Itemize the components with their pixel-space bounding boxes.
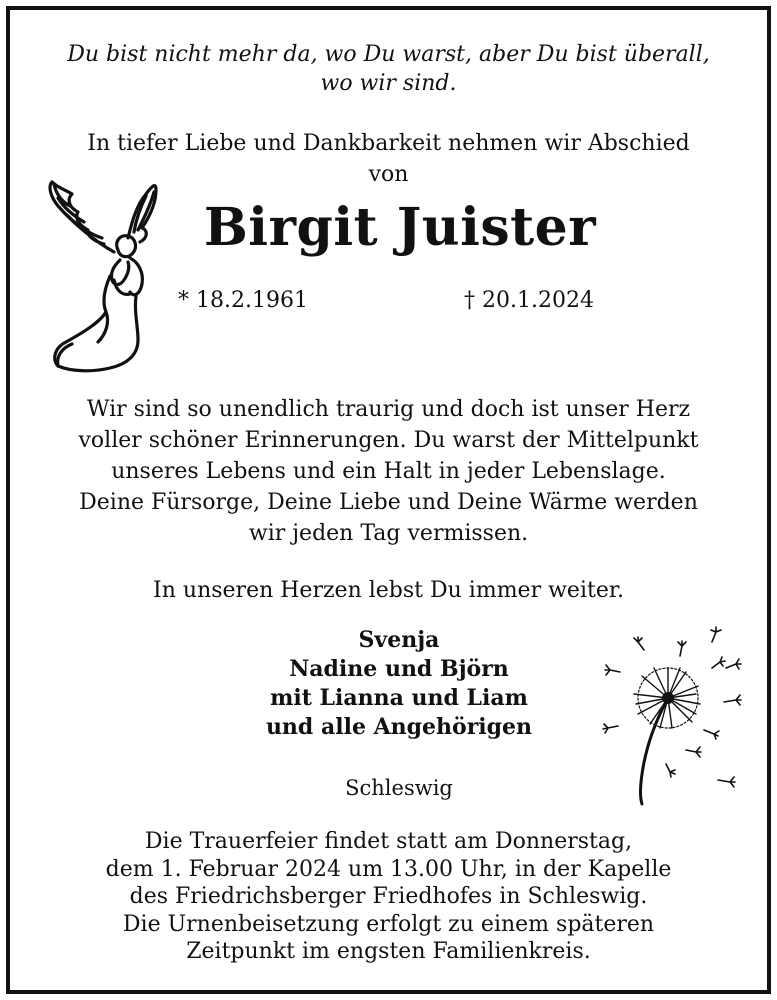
family-line: Nadine und Björn <box>289 656 509 682</box>
message-line: unseres Lebens und ein Halt in jeder Lebenslage. <box>111 459 666 484</box>
place-name: Schleswig <box>345 776 453 800</box>
message-line: voller schöner Erinnerungen. Du warst der Mittelpunkt <box>78 428 699 453</box>
deceased-name: Birgit Juister <box>203 197 597 258</box>
closing-line: In unseren Herzen lebst Du immer weiter. <box>153 578 624 603</box>
service-line: dem 1. Februar 2024 um 13.00 Uhr, in der Kapelle <box>105 856 672 882</box>
angel-icon <box>44 172 162 378</box>
message-line: Wir sind so unendlich traurig und doch ist unser Herz <box>86 397 691 422</box>
family-line: mit Lianna und Liam <box>270 685 528 711</box>
intro-line: In tiefer Liebe und Dankbarkeit nehmen wir Abschied <box>87 131 690 156</box>
family-line: und alle Angehörigen <box>265 714 533 740</box>
service-line: Die Urnenbeisetzung erfolgt zu einem späteren <box>122 911 655 937</box>
death-date: † 20.1.2024 <box>464 288 594 313</box>
service-info <box>10 828 767 966</box>
message-line: Deine Fürsorge, Deine Liebe und Deine Wärme werden <box>79 490 698 515</box>
service-line: Zeitpunkt im engsten Familienkreis. <box>186 939 591 964</box>
service-line: des Friedrichsberger Friedhofes in Schleswig. <box>129 884 648 909</box>
birth-date: * 18.2.1961 <box>178 288 308 313</box>
motto-line: wo wir sind. <box>320 71 457 96</box>
family-line: Svenja <box>358 627 440 653</box>
motto <box>10 40 767 98</box>
obituary-notice <box>6 6 771 994</box>
message-line: wir jeden Tag vermissen. <box>248 521 529 546</box>
intro-line: von <box>368 162 409 187</box>
message-text <box>10 394 767 549</box>
family-names <box>210 626 588 742</box>
dandelion-icon <box>596 624 752 806</box>
service-line: Die Trauerfeier findet statt am Donnerstag, <box>144 829 633 854</box>
motto-line: Du bist nicht mehr da, wo Du warst, aber Du bist überall, <box>67 42 710 67</box>
